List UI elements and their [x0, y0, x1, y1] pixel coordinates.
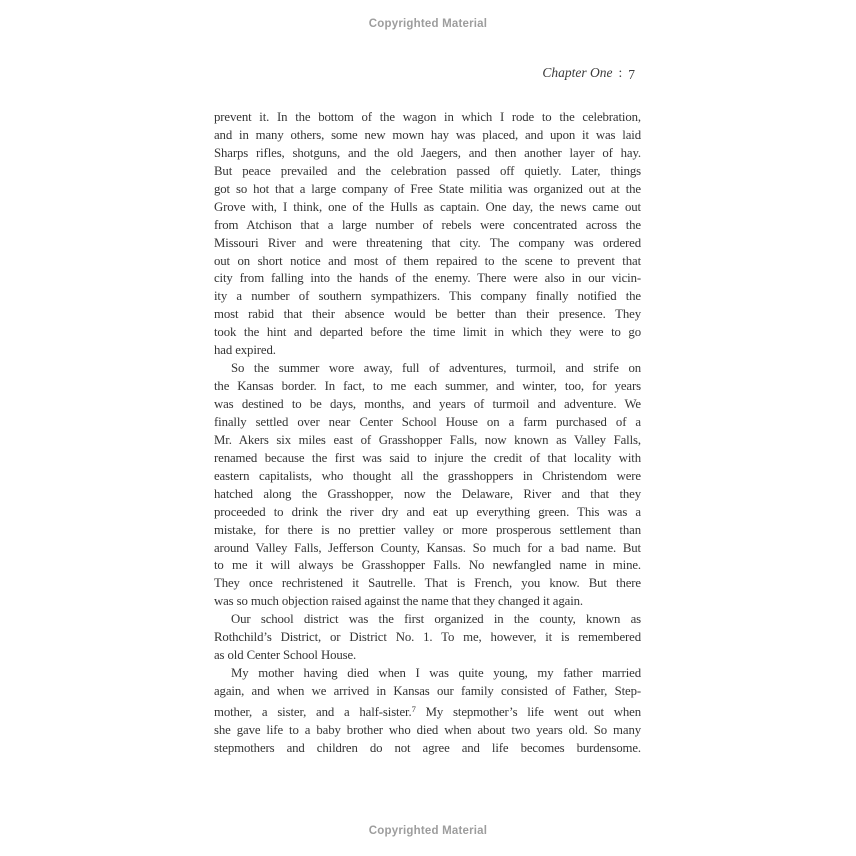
page-number: 7	[628, 66, 635, 82]
text-line: she gave life to a baby brother who died when about two years old. So many	[214, 722, 641, 737]
text-line: eastern capitalists, who thought all the grasshoppers in Christendom were	[214, 468, 641, 483]
text-line: Our school district was the first organized in the county, known as	[231, 612, 641, 627]
text-line: out on short notice and most of them repaired to the scene to prevent that	[214, 253, 641, 268]
text-line: But peace prevailed and the celebration passed off quietly. Later, things	[214, 163, 641, 178]
text-line: again, and when we arrived in Kansas our family consisted of Father, Step-	[214, 684, 641, 698]
text-line: Sharps rifles, shotguns, and the old Jaegers, and then another layer of hay.	[214, 145, 641, 160]
text-line: ity a number of southern sympathizers. This company finally notified the	[214, 289, 641, 304]
text-line: city from falling into the hands of the enemy. There were also in our vicin-	[214, 271, 641, 286]
running-head-separator: :	[618, 65, 623, 80]
text-line: renamed because the first was said to injure the credit of that locality with	[214, 450, 641, 465]
text-line: Grove with, I think, one of the Hulls as captain. One day, the news came out	[214, 199, 641, 214]
running-head	[542, 65, 635, 81]
text-line: most rabid that their absence would be better than their presence. They	[214, 307, 641, 322]
text-line: around Valley Falls, Jefferson County, Kansas. So much for a bad name. But	[214, 540, 641, 555]
text-line: had expired.	[214, 343, 276, 358]
text-line: took the hint and departed before the time limit in which they were to go	[214, 325, 641, 340]
text-line	[214, 701, 641, 722]
text-line: Missouri River and were threatening that city. The company was ordered	[214, 235, 641, 250]
text-line: So the summer wore away, full of adventures, turmoil, and strife on	[231, 361, 641, 376]
text-segment: mother, a sister, and a half-sister.	[214, 704, 412, 719]
text-line: to me it will always be Grasshopper Falls. No newfangled name in mine.	[214, 558, 641, 573]
text-line: got so hot that a large company of Free State militia was organized out at the	[214, 181, 641, 196]
text-line: hatched along the Grasshopper, now the Delaware, River and that they	[214, 486, 641, 501]
text-line: the Kansas border. In fact, to me each summer, and winter, too, for years	[214, 379, 641, 394]
text-line: stepmothers and children do not agree and life becomes burdensome.	[214, 740, 641, 755]
copyright-banner-bottom: Copyrighted Material	[368, 825, 488, 837]
text-segment: My stepmother’s life went out when	[415, 704, 641, 719]
text-line: My mother having died when I was quite young, my father married	[231, 666, 641, 681]
body-text	[214, 109, 641, 758]
text-line: as old Center School House.	[214, 648, 357, 663]
text-line: was destined to be days, months, and years of turmoil and adventure. We	[214, 397, 641, 411]
text-line: Mr. Akers six miles east of Grasshopper Falls, now known as Valley Falls,	[214, 432, 641, 447]
text-line: finally settled over near Center School House on a farm purchased of a	[214, 414, 641, 429]
text-line: mistake, for there is no prettier valley or more prosperous settlement than	[214, 522, 641, 537]
text-line: Rothchild’s District, or District No. 1. To me, however, it is remembered	[214, 630, 641, 645]
footnote-reference: 7	[411, 703, 416, 714]
text-line: from Atchison that a large number of rebels were concentrated across the	[214, 217, 641, 232]
text-line: and in many others, some new mown hay was placed, and upon it was laid	[214, 127, 641, 142]
chapter-title: Chapter One	[542, 65, 613, 80]
text-line: was so much objection raised against the name that they changed it again.	[214, 594, 583, 609]
text-line: proceeded to drink the river dry and eat up everything green. This was a	[214, 504, 641, 519]
text-line: They once rechristened it Sautrelle. That is French, you know. But there	[214, 576, 641, 591]
copyright-banner-top: Copyrighted Material	[368, 18, 488, 30]
text-line: prevent it. In the bottom of the wagon in which I rode to the celebration,	[214, 110, 641, 124]
